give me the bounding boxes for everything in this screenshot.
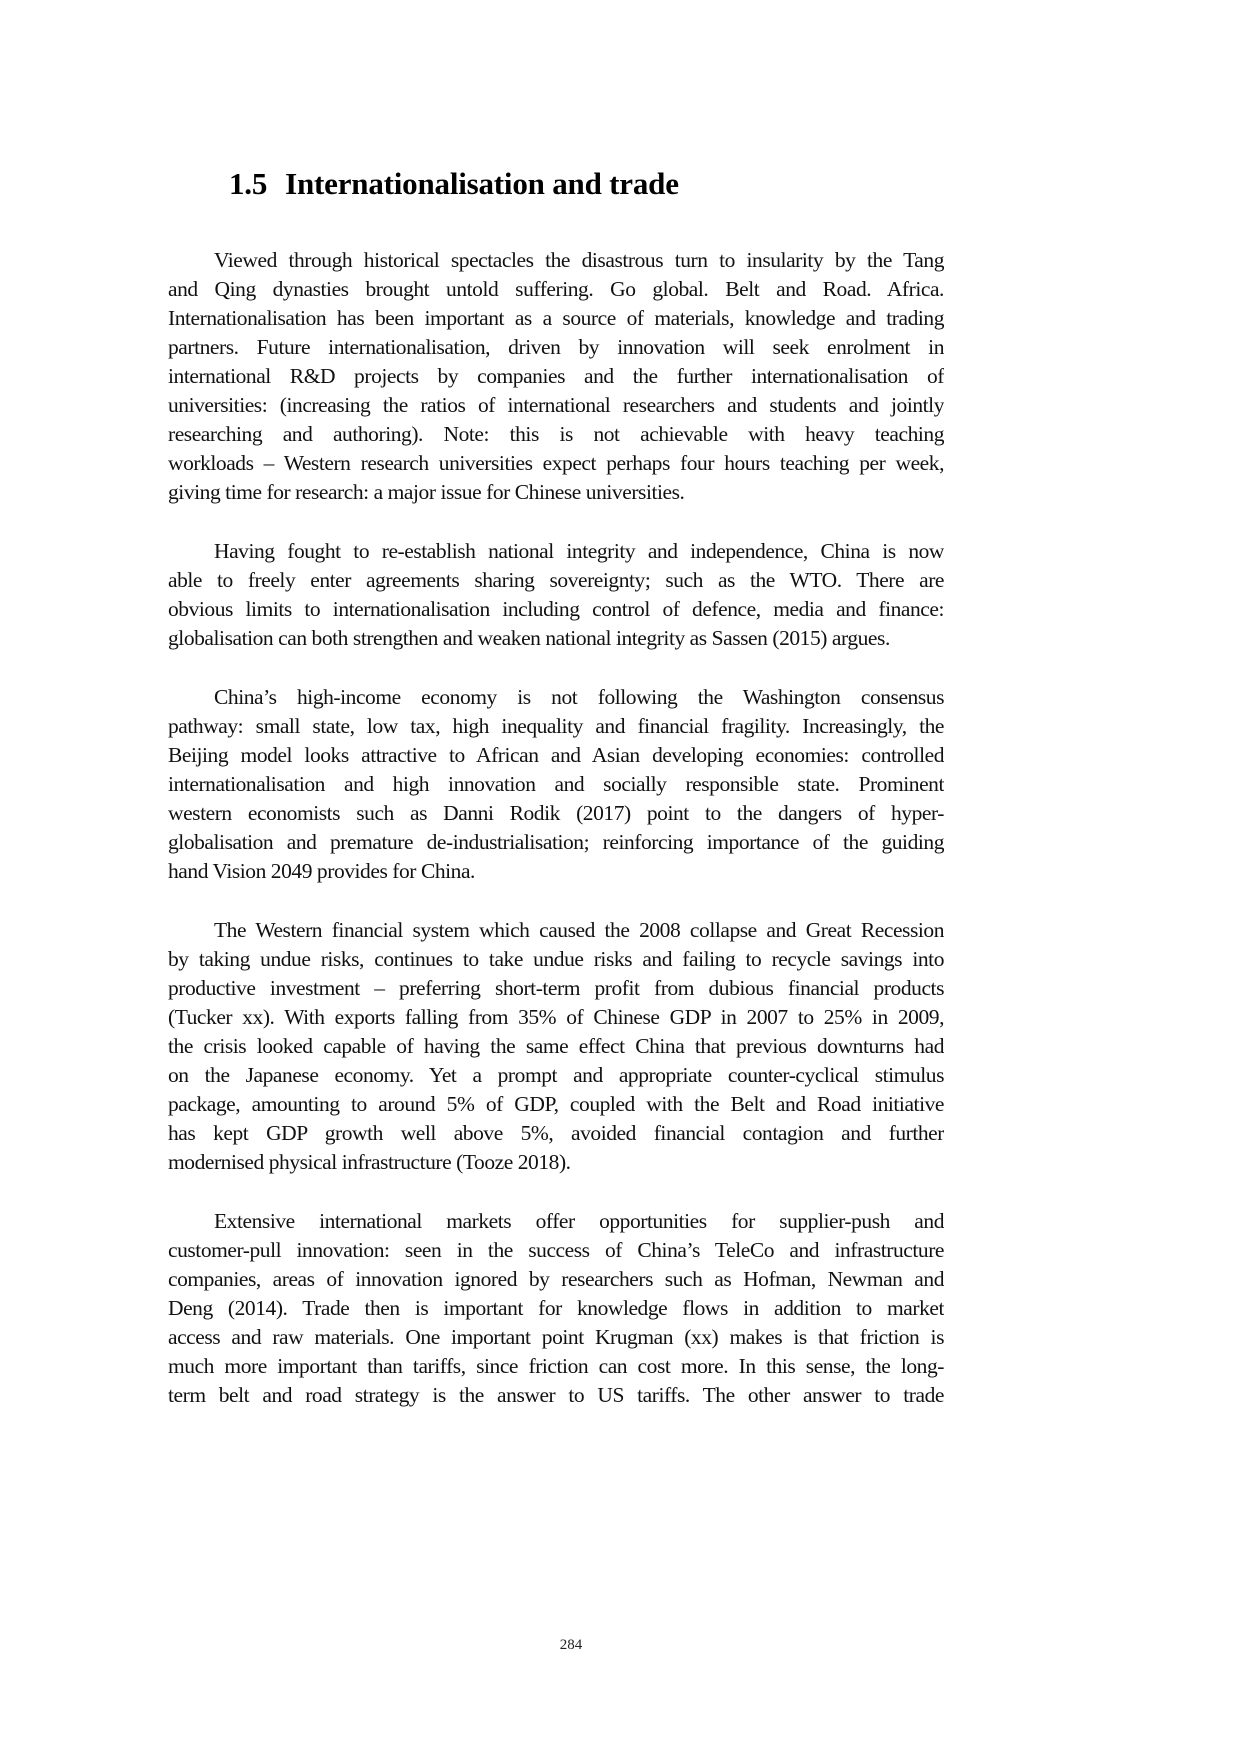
text-line: international R&D projects by companies and the further internationalisation of <box>168 364 944 388</box>
section-heading <box>229 166 679 202</box>
paragraph-3 <box>168 683 944 886</box>
text-line: access and raw materials. One important point Krugman (xx) makes is that friction is <box>168 1325 944 1349</box>
text-line: (Tucker xx). With exports falling from 35% of Chinese GDP in 2007 to 25% in 2009, <box>168 1005 944 1029</box>
text-line: Internationalisation has been important as a source of materials, knowledge and trading <box>168 306 944 330</box>
text-line: obvious limits to internationalisation including control of defence, media and finance: <box>168 597 944 621</box>
section-title: Internationalisation and trade <box>285 165 679 201</box>
text-line: package, amounting to around 5% of GDP, coupled with the Belt and Road initiative <box>168 1092 944 1116</box>
text-line: able to freely enter agreements sharing sovereignty; such as the WTO. There are <box>168 568 944 592</box>
text-line: term belt and road strategy is the answer to US tariffs. The other answer to trade <box>168 1383 944 1407</box>
paragraph-1 <box>168 246 944 507</box>
text-line: hand Vision 2049 provides for China. <box>168 859 475 883</box>
text-line: and Qing dynasties brought untold suffering. Go global. Belt and Road. Africa. <box>168 277 944 301</box>
text-line: researching and authoring). Note: this is not achievable with heavy teaching <box>168 422 944 446</box>
text-line: internationalisation and high innovation and socially responsible state. Prominent <box>168 772 944 796</box>
text-line: partners. Future internationalisation, driven by innovation will seek enrolment in <box>168 335 944 359</box>
paragraph-2 <box>168 537 944 653</box>
text-line: modernised physical infrastructure (Tooze 2018). <box>168 1150 571 1174</box>
text-line: productive investment – preferring short-term profit from dubious financial products <box>168 976 944 1000</box>
text-line: globalisation and premature de-industrialisation; reinforcing importance of the guiding <box>168 830 944 854</box>
text-line: by taking undue risks, continues to take undue risks and failing to recycle savings into <box>168 947 944 971</box>
text-line: The Western financial system which caused the 2008 collapse and Great Recession <box>214 918 944 942</box>
text-line: China’s high-income economy is not following the Washington consensus <box>214 685 944 709</box>
text-line: companies, areas of innovation ignored by researchers such as Hofman, Newman and <box>168 1267 944 1291</box>
text-line: globalisation can both strengthen and weaken national integrity as Sassen (2015) argues. <box>168 626 890 650</box>
text-line: western economists such as Danni Rodik (2017) point to the dangers of hyper- <box>168 801 944 825</box>
page-number: 284 <box>559 1637 583 1653</box>
text-line: pathway: small state, low tax, high inequality and financial fragility. Increasingly, the <box>168 714 944 738</box>
text-line: Deng (2014). Trade then is important for knowledge flows in addition to market <box>168 1296 944 1320</box>
text-line: Extensive international markets offer opportunities for supplier-push and <box>214 1209 944 1233</box>
text-line: Viewed through historical spectacles the disastrous turn to insularity by the Tang <box>214 248 944 272</box>
paragraph-4 <box>168 916 944 1177</box>
text-line: has kept GDP growth well above 5%, avoided financial contagion and further <box>168 1121 944 1145</box>
text-line: Beijing model looks attractive to African and Asian developing economies: controlled <box>168 743 944 767</box>
text-line: on the Japanese economy. Yet a prompt and appropriate counter-cyclical stimulus <box>168 1063 944 1087</box>
text-line: giving time for research: a major issue for Chinese universities. <box>168 480 685 504</box>
text-line: much more important than tariffs, since friction can cost more. In this sense, the long- <box>168 1354 944 1378</box>
section-number: 1.5 <box>229 165 268 201</box>
text-line: workloads – Western research universities expect perhaps four hours teaching per week, <box>168 451 944 475</box>
text-line: customer-pull innovation: seen in the success of China’s TeleCo and infrastructure <box>168 1238 944 1262</box>
text-line: Having fought to re-establish national integrity and independence, China is now <box>214 539 944 563</box>
text-line: universities: (increasing the ratios of international researchers and students and jointly <box>168 393 944 417</box>
text-line: the crisis looked capable of having the same effect China that previous downturns had <box>168 1034 944 1058</box>
paragraph-5 <box>168 1207 944 1410</box>
